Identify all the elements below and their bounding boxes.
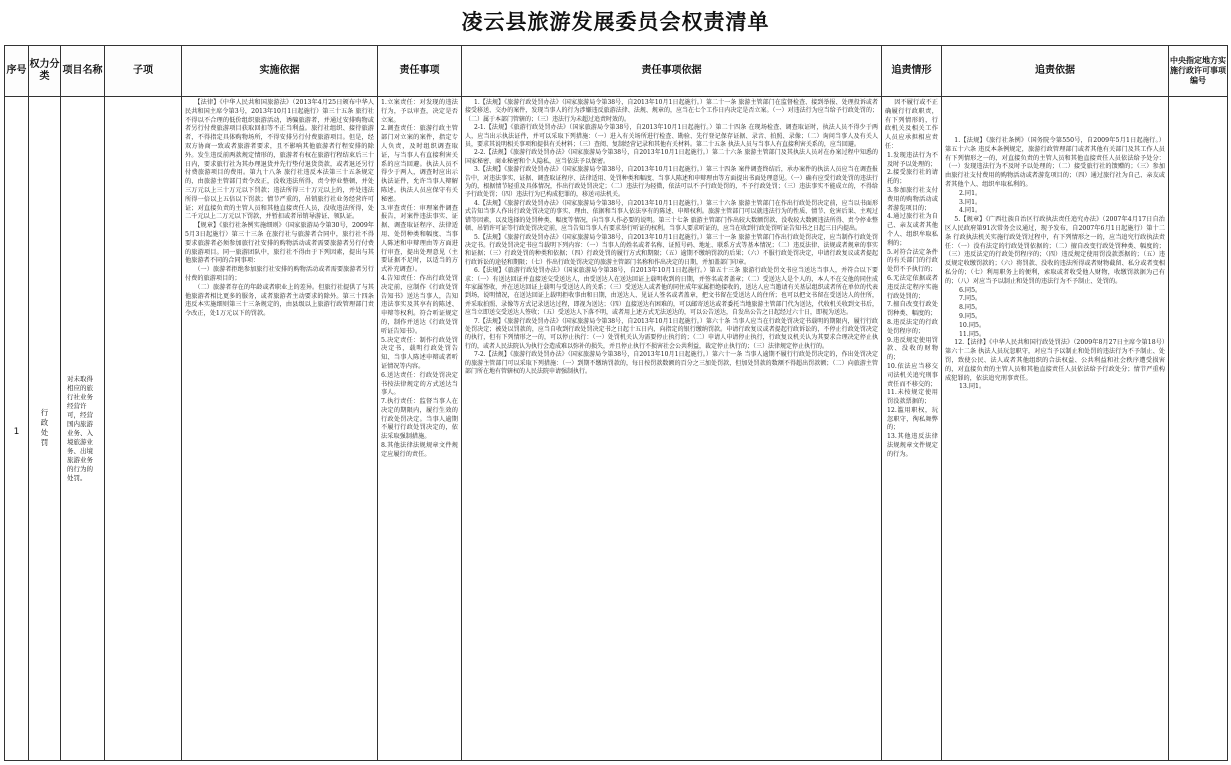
duty-item: 1.立案责任：对发现的违法行为，予以审查，决定是否立案。 bbox=[381, 99, 458, 124]
accountability-basis-paragraph: 4.同1。 bbox=[959, 207, 982, 215]
page-title: 凌云县旅游发展委员会权责清单 bbox=[461, 9, 770, 34]
basis-paragraph: 【规章】《旅行社条例实施细则》（国家旅游局令第30号，2009年5月3日起施行）第三十三条 在旅行社与旅游者合同中，旅行社不得要求旅游者必须参加旅行社安排的购物活动或者需要旅游者另行付费的旅游项目。同一旅游团队中，旅行社不得由于下列因素，提出与其他旅游者不同的合同事项： bbox=[185, 222, 374, 265]
accountability-basis-paragraph: 2.同1。 bbox=[959, 189, 982, 197]
header-accountability: 追责情形 bbox=[882, 46, 942, 97]
duty-basis-paragraph: 4.【法规】《旅游行政处罚办法》（国家旅游局令第38号，自2013年10月1日起施行。）第三十六条 旅游主管部门在作出行政处罚决定前，应当以书面形式告知当事人作出行政处罚决定的事实、理由、依据和当事人依法享有的陈述、申辩权利。旅游主管部门可以就违法行为的性质、情节、危害后果、主观过错等因素，以及选择的处罚种类、幅度等情况，向当事人作必要的说明。第三十七条 旅游主管部门作出较大数额罚款、没收较大数额违法所得、责令停业整顿、吊销许可证等行政处罚决定前，应当告知当事人有要求举行听证的权利。当事人要求听证的，应当在收到行政处罚听证告知书之日起三日内提出。 bbox=[465, 199, 878, 233]
cell-item-name bbox=[61, 97, 105, 761]
accountability-item: 10.依法应当移交司法机关追究刑事责任而不移交的； bbox=[887, 362, 938, 388]
accountability-basis-paragraph: 7.同5。 bbox=[959, 295, 982, 303]
header-accountability-basis: 追责依据 bbox=[942, 46, 1169, 97]
accountability-basis-paragraph: 12.【法律】《中华人民共和国行政处罚法》（2009年8月27日主席令第18号）第六十二条 执法人员玩忽职守，对应当予以制止和处罚的违法行为不予制止、处罚，致使公民、法人或者其他组织的合法权益、公共利益和社会秩序遭受损害的，对直接负责的主管人员和其他直接责任人员依法给予行政处分；情节严重构成犯罪的，依法追究刑事责任。 bbox=[945, 339, 1165, 382]
header-duty: 责任事项 bbox=[378, 46, 462, 97]
duty-item: 7.执行责任：监督当事人在决定的期限内，履行生效的行政处罚决定。当事人逾期不履行行政处罚决定的，依法采取强制措施。 bbox=[381, 398, 458, 441]
duty-text bbox=[378, 97, 461, 757]
responsibility-table bbox=[4, 45, 1228, 761]
accountability-item: 4.通过旅行社为自己、亲友或者其他个人、组织牟取私利的； bbox=[887, 213, 938, 247]
basis-paragraph: 【法律】《中华人民共和国旅游法》（2013年4月25日颁布中华人民共和国主席令第3号，2013年10月1日起施行）第三十五条 旅行社不得以不合理的低价组织旅游活动，诱骗旅游者，并通过安排购物或者另行付费旅游项目获取回扣等不正当利益。旅行社组织、接待旅游者，不得指定具体购物场所，不得安排另行付费旅游项目。但是，经双方协商一致或者旅游者要求，且不影响其他旅游者行程安排的除外。发生违反前两款规定情形的，旅游者有权在旅游行程结束后三十日内，要求旅行社为其办理退货并先行垫付退货货款，或者退还另行付费旅游项目的费用。第九十八条 旅行社违反本法第三十五条规定的，由旅游主管部门责令改正，没收违法所得，责令停业整顿，并处三万元以上三十万元以下罚款；违法所得三十万元以上的，并处违法所得一倍以上五倍以下罚款；情节严重的，吊销旅行社业务经营许可证；对直接负责的主管人员和其他直接责任人员，没收违法所得，处二千元以上二万元以下罚款，并暂扣或者吊销导游证、领队证。 bbox=[185, 99, 374, 221]
duty-item: 8.其他法律法规规章文件规定应履行的责任。 bbox=[381, 442, 458, 458]
cell-central-code bbox=[1169, 97, 1228, 761]
accountability-item: 13.其他违反法律法规规章文件规定的行为。 bbox=[887, 433, 938, 458]
basis-paragraph: （一）旅游者拒绝参加旅行社安排的购物活动或者需要旅游者另行付费的旅游项目的； bbox=[185, 266, 374, 282]
cell-basis bbox=[182, 97, 378, 761]
header-seq: 序号 bbox=[5, 46, 29, 97]
header-sub-item: 子项 bbox=[105, 46, 182, 97]
duty-basis-paragraph: 7-2.【法规】《旅游行政处罚办法》（国家旅游局令第38号，自2013年10月1日起施行。）第六十一条 当事人逾期不履行行政处罚决定的，作出处罚决定的旅游主管部门可以采取下列措施：（一）到期不缴纳罚款的，每日按罚款数额的百分之三加处罚款，但加处罚款的数额不得超出罚款额；（二）向旅游主管部门所在地有管辖权的人民法院申请强制执行。 bbox=[465, 351, 878, 375]
accountability-item: 1.发现违法行为不及时予以处理的； bbox=[887, 151, 938, 168]
duty-item: 6.送达责任：行政处罚决定书按法律规定的方式送达当事人。 bbox=[381, 371, 458, 397]
duty-basis-paragraph: 7.【法规】《旅游行政处罚办法》（国家旅游局令第38号，自2013年10月1日起施行。）第六十条 当事人应当在行政处罚决定书载明的期限内，履行行政处罚决定；被处以罚款的，应当自收到行政处罚决定书之日起十五日内，向指定的银行缴纳罚款。申请行政复议或者提起行政诉讼的，不停止行政处罚决定的执行，但有下列情形之一的，可以停止执行：（一）处罚机关认为需要停止执行的；（二）申请人申请停止执行，行政复议机关认为其要求合理决定停止执行的，或者人民法院认为执行会造成难以弥补的损失，并且停止执行不损害社会公共利益，裁定停止执行的；（三）法律规定停止执行的。 bbox=[465, 317, 878, 350]
accountability-item: 3.参加旅行社支付费用的购物活动或者游览项目的； bbox=[887, 186, 938, 212]
accountability-basis-text bbox=[942, 97, 1168, 757]
cell-category bbox=[29, 97, 61, 761]
accountability-intro: 因不履行或不正确履行行政职责，有下列情形的，行政机关及相关工作人员应承担相应责任： bbox=[885, 99, 938, 150]
accountability-basis-paragraph: 10.同5。 bbox=[959, 321, 986, 329]
accountability-basis-paragraph: 3.同1。 bbox=[959, 198, 982, 206]
duty-item: 3.审查责任：审理案件调查报告，对案件违法事实、证据、调查取证程序、法律适用、处罚种类和幅度、当事人陈述和申辩理由等方面进行审查，提出处理意见（主要证据不足时，以适当的方式补充调查）。 bbox=[381, 204, 458, 274]
cell-sub-item bbox=[105, 97, 182, 761]
cell-seq bbox=[5, 97, 29, 761]
cell-duty bbox=[378, 97, 462, 761]
accountability-basis-paragraph: 13.同1。 bbox=[959, 383, 986, 391]
duty-basis-paragraph: 3.【法规】《旅游行政处罚办法》（国家旅游局令第38号，自2013年10月1日起施行。）第三十四条 案件调查终结后，承办案件的执法人员应当在调查报告中，对违法事实、证据、调查取证程序、法律适用、处罚种类和幅度、当事人陈述和申辩理由等方面提出书面处理意见。（一）确有应受行政处罚的违法行为的，根据情节轻重及具体情况，作出行政处罚决定；（二）违法行为轻微，依法可以不予行政处罚的，不予行政处罚；（三）违法事实不能成立的，不得给予行政处罚；（四）违法行为已构成犯罪的，移送司法机关。 bbox=[465, 166, 878, 199]
duty-basis-paragraph: 2-1.【法规】《旅游行政处罚办法》（国家旅游局令第38号，自2013年10月1日起施行。）第二十四条 在现场检查、调查取证时，执法人员不得少于两人，应当出示执法证件，并可以采取下列措施：（一）进入有关场所进行检查、勘验、先行登记保存证据、录音、拍照、录像；（二）询问当事人及有关人员，要求其说明相关事项和提供有关材料；（三）查阅、复制经营记录和其他有关材料。第二十五条 执法人员与当事人有直接利害关系的，应当回避。 bbox=[465, 124, 878, 149]
header-basis: 实施依据 bbox=[182, 46, 378, 97]
duty-basis-paragraph: 1.【法规】《旅游行政处罚办法》（国家旅游局令第38号，自2013年10月1日起施行。）第二十一条 旅游主管部门在监督检查、接到举报、处理投诉或者接受移送、交办的案件，发现当事人的行为涉嫌违反旅游法律、法规、规章的，应当在七个工作日内决定是否立案。（一）对违法行为应当给予行政处罚的；（二）属于本部门管辖的；（三）违法行为未超过追责时效的。 bbox=[465, 99, 878, 123]
accountability-basis-paragraph: 9.同5。 bbox=[959, 312, 982, 320]
accountability-item: 11.未按规定使用罚没款票据的； bbox=[887, 389, 938, 406]
header-item-name: 项目名称 bbox=[61, 46, 105, 97]
accountability-item: 8.违反法定的行政处罚程序的； bbox=[887, 318, 938, 335]
duty-basis-text bbox=[462, 97, 881, 757]
accountability-basis-paragraph: 1.【法规】《旅行社条例》（国务院令第550号，自2009年5月1日起施行。）第五十六条 违反本条例规定，旅游行政管理部门或者其他有关部门及其工作人员有下列情形之一的，对直接负责的主管人员和其他直接责任人员依法给予处分：（一）发现违法行为不及时予以处理的；（二）接受旅行社的馈赠的；（三）参加由旅行社支付费用的购物活动或者游览项目的；（四）通过旅行社为自己、亲友或者其他个人、组织牟取私利的。 bbox=[945, 137, 1165, 188]
category-value: 行政处罚 bbox=[40, 408, 49, 447]
cell-duty-basis bbox=[462, 97, 882, 761]
header-duty-basis: 责任事项依据 bbox=[462, 46, 882, 97]
accountability-basis-paragraph: 8.同5。 bbox=[959, 304, 982, 312]
accountability-item: 7.擅自改变行政处罚种类、幅度的； bbox=[887, 301, 938, 318]
header-category: 权力分类 bbox=[29, 46, 61, 97]
accountability-item: 9.违反规定使用罚款、没收的财物的； bbox=[887, 336, 938, 362]
accountability-item: 2.接受旅行社的请托的； bbox=[887, 169, 938, 186]
header-row bbox=[5, 46, 1228, 97]
basis-paragraph: （二）旅游者存在的年龄或者职业上的差异。但旅行社提供了与其他旅游者相比更多的服务，或者旅游者主动要求的除外。第三十四条 违反本实施细则第三十三条规定的，由县级以上旅游行政管理部门责令改正，处1万元以下的罚款。 bbox=[185, 283, 374, 318]
duty-basis-paragraph: 5.【法规】《旅游行政处罚办法》（国家旅游局令第38号，自2013年10月1日起施行。）第三十一条 旅游主管部门作出行政处罚决定，应当制作行政处罚决定书。行政处罚决定书应当载明下列内容：（一）当事人的姓名或者名称、证照号码、地址、联系方式等基本情况；（二）违反法律、法规或者规章的事实和证据；（三）行政处罚的种类和依据；（四）行政处罚的履行方式和期限；（五）逾期不缴纳罚款的后果；（六）不服行政处罚决定，申请行政复议或者提起行政诉讼的途径和期限；（七）作出行政处罚决定的旅游主管部门名称和作出决定的日期，并加盖部门印章。 bbox=[465, 233, 878, 266]
basis-text bbox=[182, 97, 377, 757]
table-row bbox=[5, 97, 1228, 761]
duty-basis-paragraph: 6.【法规】《旅游行政处罚办法》（国家旅游局令第38号，自2013年10月1日起施行。）第五十三条 旅游行政处罚文书应当送达当事人，并符合以下要求：（一）有送达回证并直接送交受送达人，由受送达人在送达回证上载明收到的日期，并签名或者盖章；（二）受送达人是个人的，本人不在交他的同住成年家属签收，并在送达回证上载明与受送达人的关系；（三）受送达人或者他的同住成年家属拒绝接收的，送达人应当邀请有关基层组织或者所在单位的代表到场，说明情况，在送达回证上载明拒收事由和日期，由送达人、见证人签名或者盖章，把文书留在受送达人的住所；也可以把文书留在受送达人的住所，并采取拍照、录像等方式记录送达过程，即视为送达；（四）直接送达有困难的，可以邮寄送达或者委托当地旅游主管部门代为送达，代收机关收到文书后，应当立即送交受送达人签收；（五）受送达人下落不明，或者用上述方式无法送达的，可以公告送达，自发出公告之日起经过六十日，即视为送达。 bbox=[465, 267, 878, 317]
accountability-text bbox=[882, 97, 941, 757]
item-name-value: 对未取得相应的旅行社业务经营许可，经营国内旅游业务、入境旅游业务、出境旅游业务的行为的处罚。 bbox=[67, 374, 93, 482]
header-central-code: 中央指定地方实施行政许可事项编号 bbox=[1169, 46, 1228, 97]
duty-item: 4.告知责任：作出行政处罚决定前，应制作《行政处罚告知书》送达当事人，告知违法事实及其享有的陈述、申辩等权利。符合听证规定的，制作并送达《行政处罚听证告知书》。 bbox=[381, 274, 458, 335]
accountability-item: 12.滥用职权，玩忽职守，徇私舞弊的； bbox=[887, 406, 938, 432]
accountability-basis-paragraph: 6.同5。 bbox=[959, 286, 982, 294]
accountability-basis-paragraph: 5.【规章】《广西壮族自治区行政执法责任追究办法》（2007年4月17日自治区人民政府第91次常务会议通过，现予发布，自2007年6月1日起施行）第十二条 行政执法机关实施行政处罚过程中，有下列情形之一的，应当追究行政执法责任：（一）没有法定的行政处罚依据的；（二）擅自改变行政处罚种类、幅度的；（三）违反法定的行政处罚程序的；（四）违反规定使用罚没款票据的；（五）违反规定收缴罚款的；（六）将罚款、没收的违法所得或者财物截留、私分或者变相私分的；（七）利用职务上的便利，索取或者收受他人财物，收缴罚款据为己有的；（八）对应当予以制止和处罚的违法行为不予制止、处罚的。 bbox=[945, 216, 1165, 285]
accountability-item: 5.对符合法定条件的有关部门的行政处罚不予执行的； bbox=[887, 248, 938, 274]
seq-value: 1 bbox=[13, 427, 20, 437]
duty-item: 2.调查责任：旅游行政主管部门对立案的案件，指定专人负责，及时组织调查取证，与当事人有直接利害关系的应当回避。执法人员不得少于两人，调查时应出示执法证件，允许当事人辩解陈述。执法人员应保守有关秘密。 bbox=[381, 125, 458, 203]
accountability-item: 6.无法定依据或者违反法定程序实施行政处罚的； bbox=[887, 274, 938, 300]
duty-item: 5.决定责任：制作行政处罚决定书，载明行政处罚告知、当事人陈述申辩或者听证情况等内容。 bbox=[381, 336, 458, 370]
cell-accountability-basis bbox=[942, 97, 1169, 761]
cell-accountability bbox=[882, 97, 942, 761]
accountability-basis-paragraph: 11.同5。 bbox=[959, 330, 986, 338]
duty-basis-paragraph: 2-2.【法规】《旅游行政处罚办法》（国家旅游局令第38号，自2013年10月1日起施行。）第二十六条 旅游主管部门及其执法人员对在办案过程中知悉的国家秘密、商业秘密和个人隐私，应当依法予以保密。 bbox=[465, 149, 878, 165]
